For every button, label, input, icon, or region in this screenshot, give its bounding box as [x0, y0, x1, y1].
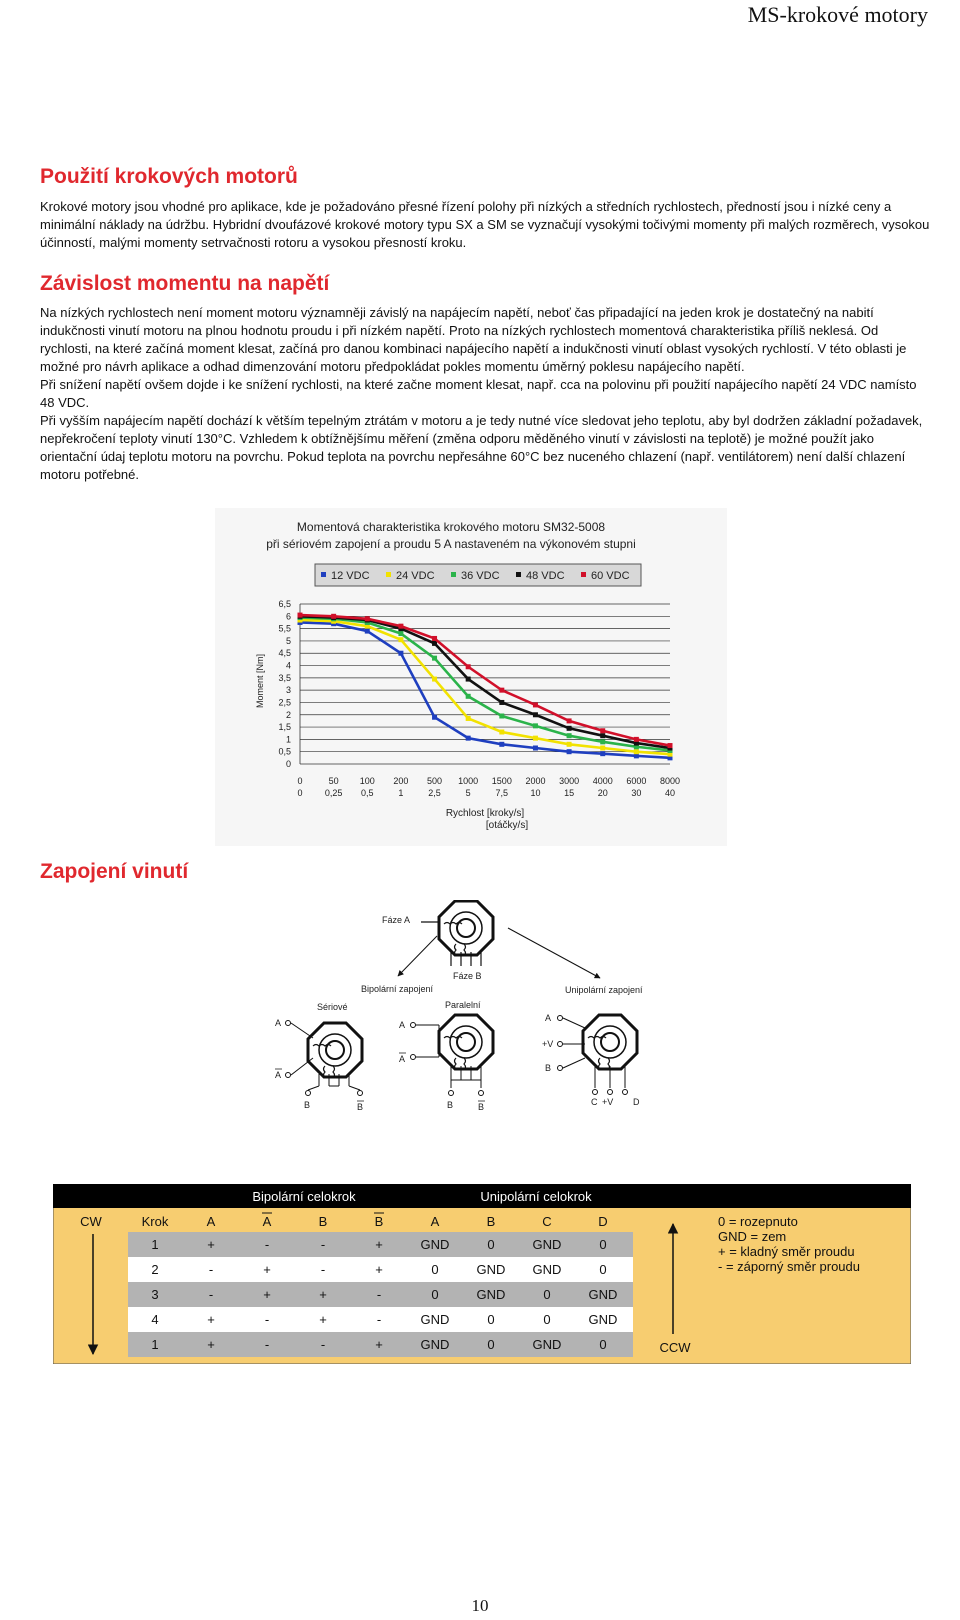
series-point: [432, 641, 437, 646]
y-tick-label: 4,5: [278, 648, 291, 659]
x-tick-label-secondary: 15: [564, 788, 575, 798]
heading-torque-voltage: Závislost momentu na napětí: [40, 272, 330, 295]
x-tick-label-secondary: 7,5: [495, 788, 509, 798]
series-point: [567, 726, 572, 731]
table-cell: 0: [599, 1262, 607, 1277]
torque-chart-panel: [215, 508, 727, 846]
table-cell: +: [207, 1237, 215, 1252]
unipolar-a: A: [545, 1013, 552, 1023]
y-tick-label: 6: [285, 611, 291, 622]
table-cell: +: [207, 1337, 215, 1352]
table-cell: GND: [420, 1337, 450, 1352]
legend-entry: 48 VDC: [526, 570, 565, 582]
series-point: [298, 613, 303, 618]
series-point: [533, 736, 538, 741]
label-unipolar: Unipolární zapojení: [565, 985, 643, 995]
table-cell: 0: [487, 1337, 495, 1352]
chart-subtitle: při sériovém zapojení a proudu 5 A nastaveném na výkonovém stupni: [266, 537, 636, 551]
torque-voltage-text: [40, 304, 930, 484]
table-cell: 1: [151, 1337, 159, 1352]
unipolar-plus-v: +V: [542, 1039, 554, 1049]
serial-a-bar: A: [275, 1070, 282, 1080]
chart-title: Momentová charakteristika krokového motoru SM32-5008: [296, 520, 606, 534]
table-cell: +: [375, 1337, 383, 1352]
paragraph-usage: Krokové motory jsou vhodné pro aplikace, kde je požadováno přesné řízení polohy při nízkých a středních rychlostech, předností jsou i nízké ceny a minimální náklady na údržbu. Hybridní dvoufázové krokové motory typu SX a SM se vyznačují vysokými točivými momenty při malých rozměrech, vysokou účinností, malými momenty setrvačnosti rotoru a vysokou přesností kroku.: [40, 199, 930, 250]
table-cell: GND: [476, 1287, 506, 1302]
series-point: [499, 700, 504, 705]
parallel-a: A: [399, 1020, 406, 1030]
series-point: [432, 636, 437, 641]
running-header: MS-krokové motory: [747, 2, 928, 27]
x-tick-label: 2000: [525, 776, 546, 786]
series-point: [466, 677, 471, 682]
x-tick-label: 500: [427, 776, 443, 786]
table-cell: -: [320, 1237, 326, 1252]
table-cell: GND: [588, 1312, 618, 1327]
x-tick-label: 50: [328, 776, 339, 786]
series-point: [634, 749, 639, 754]
series-point: [600, 728, 605, 733]
y-tick-label: 5: [285, 635, 291, 646]
column-header: Krok: [141, 1214, 169, 1229]
x-tick-label: 1500: [491, 776, 512, 786]
table-cell: +: [319, 1312, 327, 1327]
series-point: [365, 616, 370, 621]
y-tick-label: 0: [285, 759, 291, 769]
table-cell: -: [264, 1237, 270, 1252]
motor-top: [439, 901, 493, 956]
series-point: [466, 664, 471, 669]
table-cell: GND: [476, 1262, 506, 1277]
series-point: [634, 737, 639, 742]
label-phase-b: Fáze B: [453, 971, 482, 981]
table-cell: 0: [487, 1312, 495, 1327]
legend-marker: [386, 572, 391, 577]
table-cell: +: [375, 1262, 383, 1277]
series-point: [398, 637, 403, 642]
series-point: [668, 743, 673, 748]
table-cell: -: [320, 1262, 326, 1277]
table-cell: 1: [151, 1237, 159, 1252]
legend-entry: 12 VDC: [331, 570, 370, 582]
column-header: D: [598, 1214, 608, 1229]
x-tick-label: 3000: [559, 776, 580, 786]
x-axis-label: Rychlost [kroky/s]: [445, 808, 525, 819]
heading-usage: Použití krokových motorů: [40, 165, 298, 188]
series-point: [600, 739, 605, 744]
serial-a: A: [275, 1018, 282, 1028]
y-tick-label: 6,5: [278, 599, 291, 609]
table-cell: -: [376, 1312, 382, 1327]
label-parallel: Paralelní: [445, 1000, 481, 1010]
serial-b-bar: B: [357, 1102, 364, 1112]
motor-serial: [308, 1023, 362, 1078]
legend-marker: [581, 572, 586, 577]
table-cell: 0: [487, 1237, 495, 1252]
x-tick-label-secondary: 5: [465, 788, 471, 798]
y-tick-label: 2,5: [278, 697, 291, 708]
series-point: [398, 651, 403, 656]
paragraph-torque-1: Na nízkých rychlostech není moment motoru významněji závislý na napájecím napětí, neboť čas připadající na jeden krok je dostatečný na nabití indukčnosti vinutí motoru na plnou hodnotu proudu i při nízkém napětí. Proto na nízkých rychlostech momentová charakteristika příliš neklesá. Od rychlosti, na které začíná moment klesat, začíná pro danou kombinaci napájecího napětí a indukčnosti vinutí oblast vysokých rychlostí. V této oblasti je možné pro návrh aplikace a odhad dimenzování motoru předpokládat pokles momentu úměrný poklesu napájecího napětí.: [40, 305, 907, 374]
series-line: [300, 616, 670, 748]
series-point: [533, 746, 538, 751]
heading-winding: Zapojení vinutí: [40, 860, 189, 883]
serial-b: B: [304, 1100, 311, 1110]
table-cell: GND: [532, 1337, 562, 1352]
parallel-b-bar: B: [478, 1102, 485, 1112]
table-cell: -: [320, 1337, 326, 1352]
table-cell: -: [376, 1287, 382, 1302]
series-point: [398, 624, 403, 629]
table-cell: -: [208, 1262, 214, 1277]
table-cell: 0: [431, 1287, 439, 1302]
table-cell: 0: [599, 1337, 607, 1352]
legend-marker: [321, 572, 326, 577]
table-cell: GND: [588, 1287, 618, 1302]
torque-chart: [215, 508, 727, 846]
x-tick-label-secondary: 0,25: [324, 788, 343, 798]
series-point: [499, 688, 504, 693]
page-number: 10: [471, 1596, 489, 1615]
series-point: [567, 733, 572, 738]
x-axis-label-secondary: [otáčky/s]: [485, 820, 529, 831]
series-point: [466, 716, 471, 721]
table-cell: -: [264, 1312, 270, 1327]
y-tick-label: 3: [285, 685, 291, 696]
motor-unipolar: [583, 1015, 637, 1070]
series-point: [432, 656, 437, 661]
series-point: [432, 677, 437, 682]
series-point: [466, 736, 471, 741]
series-point: [600, 746, 605, 751]
x-tick-label: 0: [297, 776, 303, 786]
series-point: [365, 629, 370, 634]
series-point: [499, 714, 504, 719]
table-cell: 0: [543, 1312, 551, 1327]
column-header: B: [318, 1214, 328, 1229]
group-unipolar: Unipolární celokrok: [480, 1189, 592, 1204]
table-cell: +: [263, 1262, 271, 1277]
legend-marker: [516, 572, 521, 577]
y-tick-label: 3,5: [278, 672, 291, 683]
table-cell: GND: [532, 1262, 562, 1277]
table-cell: GND: [532, 1237, 562, 1252]
unipolar-c: C: [591, 1097, 598, 1107]
y-tick-label: 1,5: [278, 722, 291, 733]
legend-entry: 60 VDC: [591, 570, 630, 582]
label-phase-a: Fáze A: [382, 915, 411, 925]
group-bipolar: Bipolární celokrok: [252, 1189, 356, 1204]
wiring-diagram: [255, 900, 685, 1125]
table-cell: -: [264, 1337, 270, 1352]
legend-gnd: GND = zem: [718, 1229, 787, 1244]
series-point: [331, 614, 336, 619]
paragraph-torque-2: Při snížení napětí ovšem dojde i ke snížení rychlosti, na které začne moment klesat, např. cca na polovinu při použití napájecího napětí 24 VDC namísto 48 VDC.: [40, 377, 917, 410]
series-point: [466, 694, 471, 699]
column-header: B: [374, 1214, 384, 1229]
ccw-label: CCW: [659, 1340, 691, 1355]
legend-minus: - = záporný směr proudu: [718, 1259, 860, 1274]
column-header: B: [486, 1214, 496, 1229]
table-cell: 2: [151, 1262, 159, 1277]
table-cell: +: [375, 1237, 383, 1252]
step-table-graphic: [53, 1184, 911, 1364]
legend-marker: [451, 572, 456, 577]
table-cell: 0: [543, 1287, 551, 1302]
legend-entry: 36 VDC: [461, 570, 500, 582]
series-line: [300, 618, 670, 751]
series-point: [398, 631, 403, 636]
parallel-b: B: [447, 1100, 454, 1110]
y-tick-label: 1: [285, 734, 291, 745]
column-header: A: [206, 1214, 216, 1229]
column-header: A: [430, 1214, 440, 1229]
series-point: [499, 742, 504, 747]
x-tick-label: 4000: [592, 776, 613, 786]
column-header: A: [262, 1214, 272, 1229]
series-point: [567, 718, 572, 723]
x-tick-label-secondary: 30: [631, 788, 642, 798]
motor-parallel: [439, 1015, 493, 1070]
cw-label: CW: [80, 1214, 102, 1229]
table-cell: +: [263, 1287, 271, 1302]
column-header: C: [542, 1214, 552, 1229]
paragraph-torque-3: Při vyšším napájecím napětí dochází k větším tepelným ztrátám v motoru a je tedy nutné více sledovat jeho teplotu, aby byl dodržen základní požadavek, nepřekročení teploty vinutí 130°C. Vzhledem k obtížnějšímu měření (změna odporu měděného vinutí v závislosti na teplotě) je možné použít jako orientační údaj teplotu motoru na povrchu. Pokud teplota na povrchu nepřesáhne 60°C bez nuceného chlazení (např. ventilátorem) není další chlazení motoru potřebné.: [40, 413, 923, 482]
series-point: [567, 742, 572, 747]
y-axis-label: Moment [Nm]: [255, 653, 265, 709]
table-cell: 0: [599, 1237, 607, 1252]
legend-open: 0 = rozepnuto: [718, 1214, 798, 1229]
x-tick-label: 200: [393, 776, 409, 786]
table-cell: 4: [151, 1312, 159, 1327]
unipolar-b: B: [545, 1063, 552, 1073]
table-cell: GND: [420, 1237, 450, 1252]
series-point: [432, 715, 437, 720]
y-tick-label: 0,5: [278, 746, 291, 757]
series-point: [600, 751, 605, 756]
x-tick-label-secondary: 40: [664, 788, 676, 798]
series-point: [499, 730, 504, 735]
table-cell: +: [319, 1287, 327, 1302]
y-tick-label: 5,5: [278, 623, 291, 634]
series-point: [567, 749, 572, 754]
x-tick-label: 100: [359, 776, 375, 786]
label-bipolar: Bipolární zapojení: [361, 984, 434, 994]
table-cell: GND: [420, 1312, 450, 1327]
unipolar-d: D: [633, 1097, 640, 1107]
x-tick-label-secondary: 2,5: [428, 788, 441, 798]
x-tick-label-secondary: 1: [398, 788, 404, 798]
table-cell: -: [208, 1287, 214, 1302]
x-tick-label-secondary: 20: [597, 788, 608, 798]
table-cell: 3: [151, 1287, 159, 1302]
unipolar-plus-v-bottom: +V: [602, 1097, 614, 1107]
x-tick-label: 1000: [458, 776, 479, 786]
table-cell: 0: [431, 1262, 439, 1277]
parallel-a-bar: A: [399, 1054, 406, 1064]
y-tick-label: 2: [285, 709, 291, 720]
label-serial: Sériové: [317, 1002, 348, 1012]
series-point: [533, 723, 538, 728]
x-tick-label-secondary: 10: [530, 788, 541, 798]
x-tick-label: 8000: [659, 776, 681, 786]
x-tick-label-secondary: 0: [297, 788, 303, 798]
series-point: [533, 712, 538, 717]
series-point: [600, 733, 605, 738]
x-tick-label: 6000: [626, 776, 647, 786]
table-cell: +: [207, 1312, 215, 1327]
legend-plus: + = kladný směr proudu: [718, 1244, 855, 1259]
y-tick-label: 4: [285, 660, 291, 671]
series-point: [533, 702, 538, 707]
legend-entry: 24 VDC: [396, 570, 435, 582]
x-tick-label-secondary: 0,5: [361, 788, 374, 798]
step-sequence-table: [53, 1184, 911, 1364]
